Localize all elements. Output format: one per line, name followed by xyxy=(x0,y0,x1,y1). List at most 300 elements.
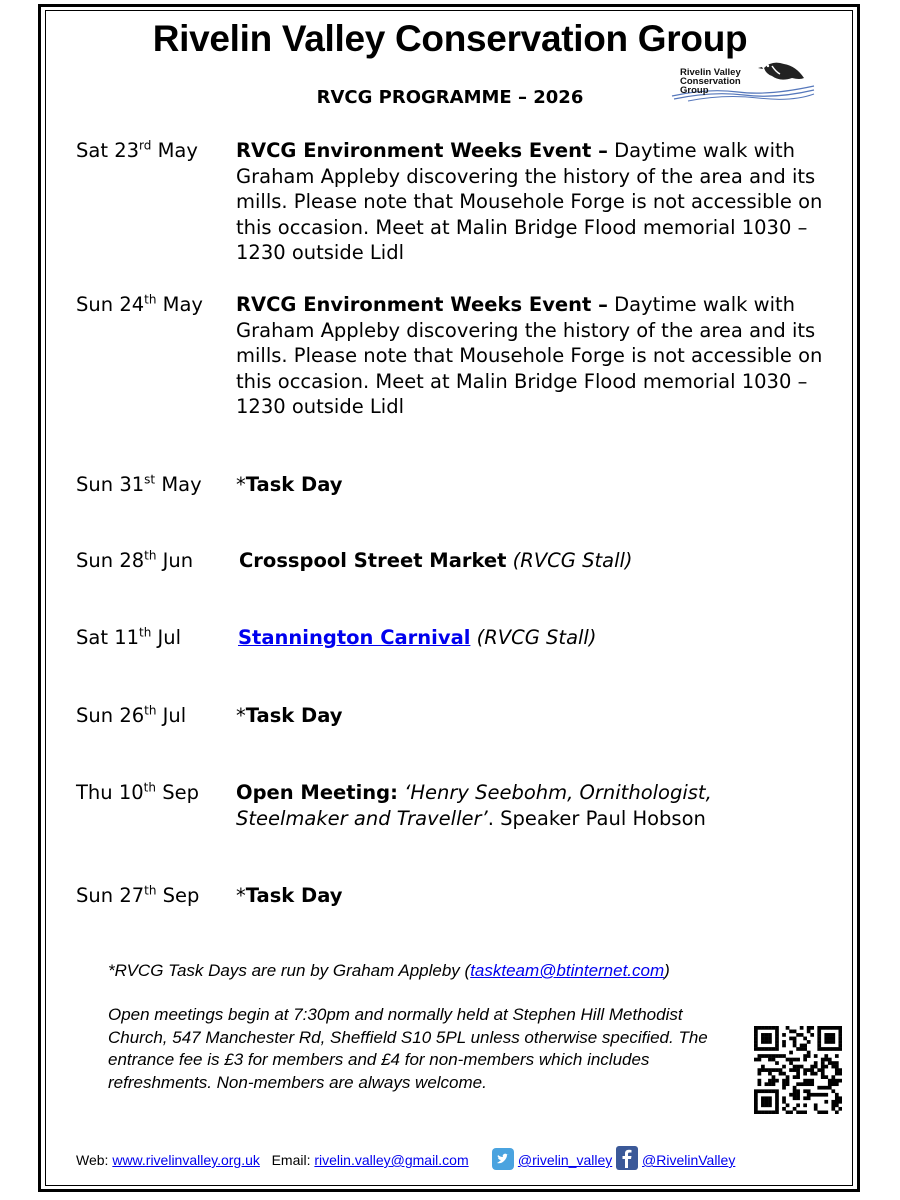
qr-module xyxy=(810,1072,814,1076)
qr-module xyxy=(765,1033,769,1037)
qr-module xyxy=(803,1110,807,1114)
qr-module xyxy=(821,1093,825,1097)
qr-module xyxy=(789,1068,793,1072)
qr-module xyxy=(824,1040,828,1044)
event-description: RVCG Environment Weeks Event – Daytime walk with Graham Appleby discovering the history of the area and its mills. Please note that Mousehole Forge is not accessible on this occasion. Meet at Malin Bridge Flood memorial 1030 – 1230 outside Lidl xyxy=(236,293,823,419)
qr-module xyxy=(814,1107,818,1111)
qr-module xyxy=(814,1065,818,1069)
email-link[interactable]: rivelin.valley@gmail.com xyxy=(314,1152,469,1168)
qr-module xyxy=(765,1082,769,1086)
qr-module xyxy=(824,1037,828,1041)
qr-module xyxy=(821,1068,825,1072)
qr-module xyxy=(800,1065,804,1069)
qr-module xyxy=(796,1075,800,1079)
qr-module xyxy=(772,1058,776,1062)
qr-module xyxy=(772,1054,776,1058)
qr-module xyxy=(765,1068,769,1072)
logo-text: Rivelin Valley Conservation Group xyxy=(680,67,741,96)
qr-module xyxy=(817,1037,821,1041)
qr-module xyxy=(838,1107,842,1111)
qr-module xyxy=(793,1058,797,1062)
qr-module xyxy=(761,1054,765,1058)
qr-module xyxy=(793,1030,797,1034)
qr-module xyxy=(814,1061,818,1065)
qr-module xyxy=(775,1096,779,1100)
qr-module xyxy=(831,1075,835,1079)
qr-module xyxy=(803,1089,807,1093)
qr-module xyxy=(758,1026,762,1030)
open-meetings-note: Open meetings begin at 7:30pm and normally held at Stephen Hill Methodist Church, 547 Manchester Rd, Sheffield S10 5PL unless otherwise specified. The entrance fee is £3 for members and £4 for non-members which includes refreshments. Non-members are always welcome. xyxy=(108,1005,708,1092)
qr-module xyxy=(772,1026,776,1030)
twitter-link[interactable]: @rivelin_valley xyxy=(517,1152,613,1168)
qr-module xyxy=(814,1103,818,1107)
qr-module xyxy=(775,1040,779,1044)
qr-module xyxy=(789,1030,793,1034)
event-date: Sun 24th May xyxy=(76,292,203,316)
qr-module xyxy=(782,1033,786,1037)
qr-module xyxy=(754,1103,758,1107)
qr-module xyxy=(807,1054,811,1058)
taskteam-email-link[interactable]: taskteam@btinternet.com xyxy=(470,961,665,980)
qr-module xyxy=(793,1065,797,1069)
qr-module xyxy=(786,1103,790,1107)
qr-module xyxy=(768,1100,772,1104)
qr-module xyxy=(828,1033,832,1037)
qr-module xyxy=(761,1068,765,1072)
qr-module xyxy=(768,1103,772,1107)
qr-module xyxy=(796,1082,800,1086)
qr-module xyxy=(817,1033,821,1037)
qr-module xyxy=(821,1075,825,1079)
qr-module xyxy=(824,1033,828,1037)
qr-module xyxy=(807,1089,811,1093)
qr-module xyxy=(793,1089,797,1093)
qr-module xyxy=(838,1044,842,1048)
qr-module xyxy=(838,1100,842,1104)
qr-module xyxy=(796,1089,800,1093)
qr-module xyxy=(779,1068,783,1072)
qr-module xyxy=(768,1096,772,1100)
qr-module xyxy=(768,1068,772,1072)
qr-module xyxy=(758,1079,762,1083)
qr-module xyxy=(800,1044,804,1048)
qr-module xyxy=(782,1054,786,1058)
qr-module xyxy=(835,1061,839,1065)
qr-module xyxy=(831,1037,835,1041)
qr-module xyxy=(821,1072,825,1076)
qr-module xyxy=(761,1065,765,1069)
qr-module xyxy=(821,1026,825,1030)
qr-module xyxy=(782,1072,786,1076)
qr-module xyxy=(821,1058,825,1062)
qr-module xyxy=(803,1072,807,1076)
qr-module xyxy=(807,1040,811,1044)
qr-module xyxy=(838,1033,842,1037)
qr-module xyxy=(824,1110,828,1114)
qr-module xyxy=(824,1058,828,1062)
qr-module xyxy=(761,1047,765,1051)
qr-module xyxy=(754,1100,758,1104)
qr-module xyxy=(793,1093,797,1097)
qr-module xyxy=(824,1026,828,1030)
website-link[interactable]: www.rivelinvalley.org.uk xyxy=(112,1152,260,1168)
qr-module xyxy=(793,1086,797,1090)
qr-module xyxy=(768,1037,772,1041)
qr-module xyxy=(754,1033,758,1037)
qr-module xyxy=(765,1040,769,1044)
qr-module xyxy=(803,1037,807,1041)
qr-module xyxy=(789,1051,793,1055)
qr-module xyxy=(754,1037,758,1041)
qr-module xyxy=(803,1096,807,1100)
qr-module xyxy=(775,1068,779,1072)
qr-module xyxy=(835,1065,839,1069)
qr-module xyxy=(765,1096,769,1100)
qr-module xyxy=(768,1047,772,1051)
qr-module xyxy=(810,1093,814,1097)
qr-module xyxy=(768,1079,772,1083)
qr-module xyxy=(824,1054,828,1058)
qr-module xyxy=(768,1089,772,1093)
qr-module xyxy=(828,1061,832,1065)
qr-module xyxy=(786,1058,790,1062)
qr-module xyxy=(828,1058,832,1062)
qr-module xyxy=(754,1058,758,1062)
qr-module xyxy=(831,1103,835,1107)
qr-module xyxy=(775,1107,779,1111)
qr-module xyxy=(761,1110,765,1114)
qr-module xyxy=(772,1082,776,1086)
qr-module xyxy=(821,1086,825,1090)
qr-module xyxy=(754,1110,758,1114)
qr-module xyxy=(772,1068,776,1072)
qr-module xyxy=(838,1072,842,1076)
qr-module xyxy=(817,1044,821,1048)
qr-module xyxy=(831,1026,835,1030)
qr-module xyxy=(803,1054,807,1058)
qr-module xyxy=(831,1047,835,1051)
event-description: *Task Day xyxy=(236,704,343,727)
qr-module xyxy=(838,1037,842,1041)
qr-module xyxy=(817,1086,821,1090)
qr-module xyxy=(772,1110,776,1114)
qr-module xyxy=(775,1026,779,1030)
qr-module xyxy=(779,1054,783,1058)
qr-module xyxy=(761,1096,765,1100)
qr-module xyxy=(782,1065,786,1069)
qr-module xyxy=(793,1044,797,1048)
qr-module xyxy=(789,1093,793,1097)
qr-module xyxy=(824,1065,828,1069)
qr-module xyxy=(831,1061,835,1065)
qr-module xyxy=(775,1044,779,1048)
qr-module xyxy=(775,1079,779,1083)
qr-module xyxy=(789,1037,793,1041)
qr-module xyxy=(831,1082,835,1086)
qr-module xyxy=(789,1061,793,1065)
qr-module xyxy=(789,1058,793,1062)
qr-module xyxy=(838,1096,842,1100)
facebook-link[interactable]: @RivelinValley xyxy=(642,1152,736,1168)
qr-module xyxy=(761,1040,765,1044)
qr-module xyxy=(803,1082,807,1086)
qr-module xyxy=(754,1093,758,1097)
qr-module xyxy=(758,1089,762,1093)
qr-module xyxy=(782,1082,786,1086)
qr-module xyxy=(768,1040,772,1044)
qr-module xyxy=(824,1047,828,1051)
qr-module xyxy=(835,1103,839,1107)
qr-module xyxy=(828,1082,832,1086)
qr-module xyxy=(782,1107,786,1111)
qr-module xyxy=(817,1110,821,1114)
qr-module xyxy=(754,1030,758,1034)
qr-module xyxy=(803,1044,807,1048)
programme-subtitle: RVCG PROGRAMME – 2026 xyxy=(316,87,584,108)
qr-module xyxy=(835,1054,839,1058)
qr-module xyxy=(835,1047,839,1051)
qr-module xyxy=(765,1100,769,1104)
qr-module xyxy=(793,1096,797,1100)
qr-module xyxy=(810,1082,814,1086)
qr-module xyxy=(786,1082,790,1086)
qr-module xyxy=(828,1040,832,1044)
footer: Web: www.rivelinvalley.org.uk Email: rivelin.valley@gmail.com @rivelin_valley @RivelinValley xyxy=(76,1146,836,1173)
qr-module xyxy=(835,1079,839,1083)
qr-module xyxy=(775,1054,779,1058)
qr-module xyxy=(775,1089,779,1093)
qr-module xyxy=(803,1058,807,1062)
qr-module xyxy=(775,1037,779,1041)
qr-module xyxy=(828,1026,832,1030)
twitter-icon xyxy=(492,1148,514,1173)
qr-module xyxy=(831,1089,835,1093)
qr-module xyxy=(807,1068,811,1072)
qr-module xyxy=(817,1093,821,1097)
qr-module xyxy=(786,1079,790,1083)
qr-module xyxy=(758,1082,762,1086)
qr-module xyxy=(796,1068,800,1072)
qr-module xyxy=(768,1072,772,1076)
qr-module xyxy=(810,1026,814,1030)
qr-module xyxy=(782,1100,786,1104)
qr-module xyxy=(754,1107,758,1111)
qr-module xyxy=(765,1089,769,1093)
qr-module xyxy=(765,1026,769,1030)
qr-module xyxy=(800,1033,804,1037)
qr-module xyxy=(793,1107,797,1111)
qr-module xyxy=(831,1100,835,1104)
qr-module xyxy=(793,1075,797,1079)
qr-module xyxy=(800,1047,804,1051)
qr-module xyxy=(803,1079,807,1083)
qr-module xyxy=(796,1103,800,1107)
qr-module xyxy=(775,1061,779,1065)
qr-module xyxy=(835,1110,839,1114)
qr-module xyxy=(831,1033,835,1037)
qr-module xyxy=(824,1075,828,1079)
qr-module xyxy=(828,1086,832,1090)
event-date: Sun 31st May xyxy=(76,472,202,496)
qr-module xyxy=(824,1100,828,1104)
qr-module xyxy=(782,1040,786,1044)
qr-module xyxy=(761,1100,765,1104)
qr-module xyxy=(761,1033,765,1037)
qr-module xyxy=(758,1054,762,1058)
qr-module xyxy=(835,1072,839,1076)
qr-module xyxy=(793,1040,797,1044)
qr-module xyxy=(817,1030,821,1034)
qr-module xyxy=(807,1026,811,1030)
qr-module xyxy=(807,1096,811,1100)
qr-module xyxy=(796,1110,800,1114)
qr-module xyxy=(807,1082,811,1086)
task-days-note: *RVCG Task Days are run by Graham Appleby (taskteam@btinternet.com) xyxy=(108,961,670,980)
qr-module xyxy=(838,1068,842,1072)
qr-module xyxy=(817,1068,821,1072)
qr-module xyxy=(796,1058,800,1062)
qr-module xyxy=(835,1026,839,1030)
qr-module xyxy=(775,1100,779,1104)
qr-module xyxy=(786,1026,790,1030)
qr-module xyxy=(821,1061,825,1065)
qr-module xyxy=(800,1082,804,1086)
qr-module xyxy=(768,1026,772,1030)
qr-module xyxy=(807,1079,811,1083)
qr-module xyxy=(817,1047,821,1051)
qr-module xyxy=(786,1075,790,1079)
qr-module xyxy=(775,1110,779,1114)
qr-module xyxy=(835,1096,839,1100)
rvcg-logo xyxy=(668,56,816,102)
qr-module xyxy=(758,1058,762,1062)
qr-module xyxy=(754,1089,758,1093)
qr-module xyxy=(831,1065,835,1069)
qr-module xyxy=(754,1096,758,1100)
qr-module xyxy=(835,1082,839,1086)
qr-module xyxy=(772,1079,776,1083)
qr-module xyxy=(828,1047,832,1051)
event-description: *Task Day xyxy=(236,884,343,907)
qr-module xyxy=(821,1065,825,1069)
qr-module xyxy=(758,1072,762,1076)
qr-module xyxy=(754,1040,758,1044)
qr-module xyxy=(782,1096,786,1100)
qr-module xyxy=(779,1072,783,1076)
qr-module xyxy=(807,1051,811,1055)
qr-module xyxy=(772,1089,776,1093)
qr-module xyxy=(775,1093,779,1097)
qr-module xyxy=(765,1103,769,1107)
qr-module xyxy=(807,1030,811,1034)
qr-module xyxy=(765,1054,769,1058)
qr-module xyxy=(761,1037,765,1041)
qr-module xyxy=(800,1110,804,1114)
qr-module xyxy=(754,1026,758,1030)
qr-module xyxy=(765,1110,769,1114)
qr-module xyxy=(796,1047,800,1051)
event-date: Sun 28th Jun xyxy=(76,548,194,572)
qr-module xyxy=(761,1089,765,1093)
qr-module xyxy=(768,1058,772,1062)
qr-module xyxy=(838,1026,842,1030)
qr-module xyxy=(835,1093,839,1097)
qr-module xyxy=(821,1110,825,1114)
qr-module xyxy=(768,1110,772,1114)
qr-module xyxy=(796,1072,800,1076)
qr-module xyxy=(824,1093,828,1097)
qr-module xyxy=(786,1110,790,1114)
qr-module xyxy=(838,1040,842,1044)
qr-module xyxy=(761,1103,765,1107)
event-description: Open Meeting: ‘Henry Seebohm, Ornithologist, Steelmaker and Traveller’. Speaker Paul Hobson xyxy=(236,781,712,830)
event-description: *Task Day xyxy=(236,473,343,496)
qr-module xyxy=(765,1047,769,1051)
qr-module xyxy=(772,1075,776,1079)
event-date: Sat 23rd May xyxy=(76,138,198,162)
facebook-icon xyxy=(616,1146,638,1173)
qr-module xyxy=(803,1047,807,1051)
qr-module xyxy=(814,1072,818,1076)
qr-module xyxy=(817,1040,821,1044)
qr-module xyxy=(758,1068,762,1072)
qr-module xyxy=(838,1047,842,1051)
qr-module xyxy=(793,1068,797,1072)
qr-module xyxy=(803,1103,807,1107)
qr-module xyxy=(754,1044,758,1048)
qr-module xyxy=(761,1026,765,1030)
qr-module xyxy=(838,1079,842,1083)
qr-module xyxy=(821,1047,825,1051)
qr-module xyxy=(810,1033,814,1037)
event-date: Sat 11th Jul xyxy=(76,625,182,649)
event-date: Sun 27th Sep xyxy=(76,883,200,907)
qr-module xyxy=(835,1068,839,1072)
qr-module xyxy=(796,1033,800,1037)
qr-module xyxy=(789,1110,793,1114)
qr-module xyxy=(758,1110,762,1114)
stannington-carnival-link[interactable]: Stannington Carnival xyxy=(238,626,471,649)
qr-module xyxy=(814,1093,818,1097)
qr-module xyxy=(814,1054,818,1058)
event-description: Crosspool Street Market (RVCG Stall) xyxy=(239,549,633,572)
qr-module xyxy=(810,1068,814,1072)
qr-module xyxy=(831,1079,835,1083)
qr-module xyxy=(772,1047,776,1051)
qr-code-icon xyxy=(754,1026,842,1114)
event-date: Sun 26th Jul xyxy=(76,703,187,727)
qr-module xyxy=(782,1086,786,1090)
qr-module xyxy=(800,1026,804,1030)
qr-module xyxy=(810,1065,814,1069)
qr-module xyxy=(796,1096,800,1100)
qr-module xyxy=(838,1030,842,1034)
qr-module xyxy=(775,1030,779,1034)
qr-module xyxy=(824,1086,828,1090)
event-date: Thu 10th Sep xyxy=(76,780,199,804)
qr-module xyxy=(775,1103,779,1107)
event-description: Stannington Carnival (RVCG Stall) xyxy=(238,626,597,649)
qr-module xyxy=(768,1082,772,1086)
qr-module xyxy=(803,1068,807,1072)
qr-module xyxy=(810,1079,814,1083)
qr-module xyxy=(754,1047,758,1051)
qr-module xyxy=(768,1033,772,1037)
qr-module xyxy=(835,1100,839,1104)
qr-module xyxy=(775,1047,779,1051)
qr-module xyxy=(817,1026,821,1030)
qr-module xyxy=(765,1037,769,1041)
